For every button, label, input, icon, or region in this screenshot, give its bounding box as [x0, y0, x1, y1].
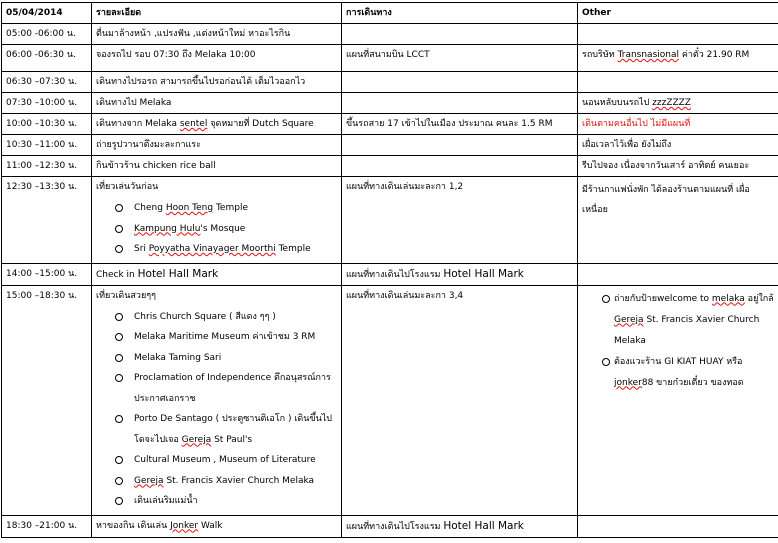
other-cell [578, 515, 778, 537]
header-other: Other [578, 3, 778, 24]
spellcheck-word: zzzZZZZ [652, 98, 691, 108]
travel-cell: แผนที่ทางเดินไปโรงแรม Hotel Hall Mark [342, 515, 578, 537]
travel-cell [342, 156, 578, 177]
time-cell: 18:30 –21:00 น. [2, 515, 92, 537]
header-travel: การเดินทาง [342, 3, 578, 24]
list-item: เดินเล่นริมแม่น้ำ [108, 491, 337, 512]
travel-cell [342, 72, 578, 93]
time-cell: 06:30 –07:30 น. [2, 72, 92, 93]
time-cell: 12:30 –13:30 น. [2, 177, 92, 264]
detail-cell: กินข้าวร้าน chicken rice ball [92, 156, 342, 177]
table-row [2, 156, 778, 177]
time-cell: 07:30 –10:00 น. [2, 93, 92, 114]
detail-cell: ถ่ายรูปวานาตึงมะละกาแระ [92, 135, 342, 156]
table-row [2, 114, 778, 135]
detail-cell [92, 177, 342, 264]
detail-text: เที่ยวเล่นวันก่อน [96, 180, 337, 194]
detail-cell [92, 285, 342, 515]
detail-cell: จองรถไป รอบ 07:30 ถึง Melaka 10:00 [92, 45, 342, 72]
other-cell: รถบริษัท Transnasional ค่าตั๋ว 21.90 RM [578, 45, 778, 72]
table-row [2, 45, 778, 72]
detail-cell: หาของกิน เดินเล่น Jonker Walk [92, 515, 342, 537]
other-cell: นอนหลับบนรถไป zzzZZZZ [578, 93, 778, 114]
list-item: ถ่ายกับป้ายwelcome to melaka อยู่ใกล้ Gereja St. Francis Xavier Church Melaka [602, 289, 774, 352]
time-cell: 11:00 –12:30 น. [2, 156, 92, 177]
travel-cell: ขึ้นรถสาย 17 เข้าไปในเมือง ประมาณ คนละ 1.5 RM [342, 114, 578, 135]
detail-cell: เดินทางไป Melaka [92, 93, 342, 114]
travel-cell [342, 135, 578, 156]
table-row [2, 177, 778, 264]
other-cell: มีร้านกาแฟนั่งพัก ได้ลองร้านตามแผนที่ เผื่อเหนื่อย [578, 177, 778, 264]
spellcheck-word: Transnasional [618, 50, 679, 60]
other-cell [578, 24, 778, 45]
time-cell: 05:00 -06:00 น. [2, 24, 92, 45]
list-item: Cultural Museum , Museum of Literature [108, 450, 337, 471]
detail-cell: เดินทางไปรอรถ สามารถขึ้นไปรอก่อนได้ เต็มไวออกไว [92, 72, 342, 93]
time-cell: 06:00 -06:30 น. [2, 45, 92, 72]
travel-cell [342, 93, 578, 114]
list-item: Cheng Hoon Teng Temple [108, 198, 337, 219]
other-cell [578, 72, 778, 93]
other-list [582, 289, 774, 394]
list-item: Gereja St. Francis Xavier Church Melaka [108, 471, 337, 492]
time-cell: 14:00 –15:00 น. [2, 263, 92, 285]
travel-cell: แผนที่ทางเดินเล่นมะละกา 1,2 [342, 177, 578, 264]
list-item: ต้องแวะร้าน GI KIAT HUAY หรือ jonker88 ขายก๋วยเตี๋ยว ของทอด [602, 352, 774, 394]
place-list [96, 307, 337, 512]
itinerary-table [1, 2, 778, 538]
list-item: Porto De Santago ( ประตูซานติเอโก ) เดินขึ้นไปโดจะไปเจอ Gereja St Paul's [108, 409, 337, 450]
table-row [2, 515, 778, 537]
travel-cell: แผนที่ทางเดินไปโรงแรม Hotel Hall Mark [342, 263, 578, 285]
list-item: Chris Church Square ( สีแดง ๆๆ ) [108, 307, 337, 328]
list-item: Kampung Hulu's Mosque [108, 219, 337, 240]
list-item: Melaka Maritime Museum ค่าเข้าชม 3 RM [108, 327, 337, 348]
other-cell: เดินตามคนอื่นไป ไม่มีแผนที่ [578, 114, 778, 135]
other-cell: รีบไปจอง เนื่องจากวันเสาร์ อาทิตย์ คนเยอะ [578, 156, 778, 177]
table-row [2, 135, 778, 156]
travel-cell: แผนที่สนามบิน LCCT [342, 45, 578, 72]
list-item: Proclamation of Independence ตึกอนุสรณ์การประกาศเอกราช [108, 368, 337, 409]
table-row [2, 285, 778, 515]
other-cell: เผื่อเวลาไว้เพื่อ ยังไม่ถึง [578, 135, 778, 156]
travel-cell [342, 24, 578, 45]
list-item: Melaka Taming Sari [108, 348, 337, 369]
time-cell: 15:00 –18:30 น. [2, 285, 92, 515]
list-item: Sri Poyyatha Vinayager Moorthi Temple [108, 239, 337, 260]
table-row [2, 24, 778, 45]
table-row [2, 72, 778, 93]
spellcheck-word: Jonker [170, 521, 198, 531]
place-list [96, 198, 337, 260]
time-cell: 10:30 –11:00 น. [2, 135, 92, 156]
spellcheck-word: sentel [180, 119, 208, 129]
detail-cell: เดินทางจาก Melaka sentel จุดหมายที่ Dutch Square [92, 114, 342, 135]
detail-cell: Check in Hotel Hall Mark [92, 263, 342, 285]
detail-cell: ตื่นมาล้างหน้า ,แปรงฟัน ,แต่งหน้าใหม่ หาอะไรกิน [92, 24, 342, 45]
other-cell [578, 263, 778, 285]
travel-cell: แผนที่ทางเดินเล่นมะละกา 3,4 [342, 285, 578, 515]
detail-text: เที่ยวเดินสวยๆๆ [96, 289, 337, 303]
table-row [2, 263, 778, 285]
header-detail: รายละเอียด [92, 3, 342, 24]
header-row [2, 3, 778, 24]
other-cell [578, 285, 778, 515]
header-date: 05/04/2014 [2, 3, 92, 24]
table-row [2, 93, 778, 114]
time-cell: 10:00 –10:30 น. [2, 114, 92, 135]
